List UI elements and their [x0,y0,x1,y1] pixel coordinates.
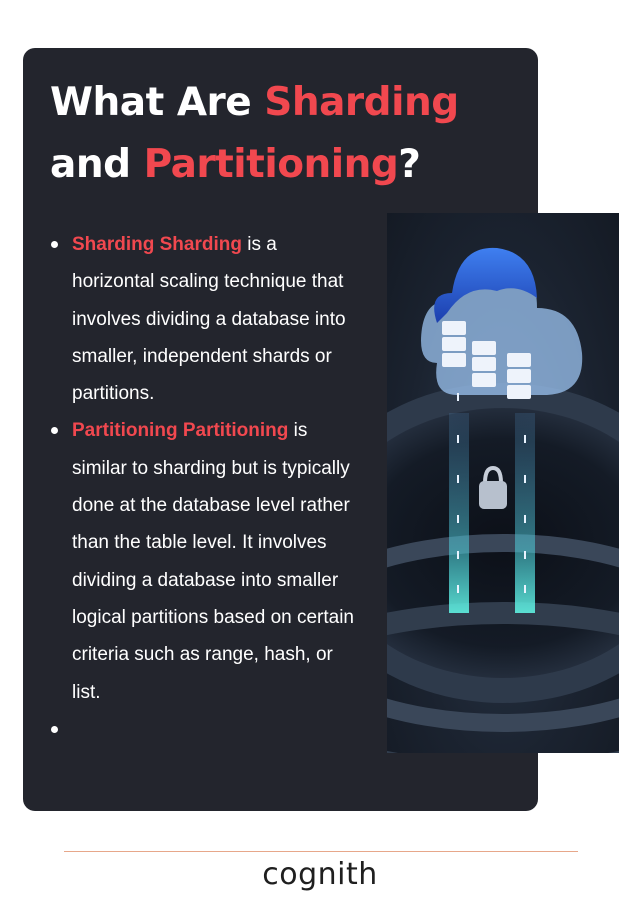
bullet-list [48,226,358,748]
title-line2-end: ? [398,142,421,187]
title-line2-plain: and [50,142,144,187]
list-item [48,412,358,710]
bullet-term: Sharding Sharding [72,234,242,255]
brand-logo: cognith [262,857,378,892]
list-item [48,711,358,748]
cloud-database-illustration [387,213,619,753]
title-line1-plain: What Are [50,80,265,125]
title-line1-accent: Sharding [264,80,459,125]
illustration-graphic [387,213,619,753]
bullet-text: is similar to sharding but is typically done at the database level rather than the table level. It involves dividing a database into smaller logical partitions based on certain criteria such as range, hash, or list. [72,420,355,703]
page-title [50,72,470,196]
footer-divider [64,851,578,852]
bullet-text: is a horizontal scaling technique that involves dividing a database into smaller, independent shards or partitions. [72,234,346,405]
list-item [48,226,358,412]
bullet-term: Partitioning Partitioning [72,420,289,442]
title-line2-accent: Partitioning [143,142,399,187]
